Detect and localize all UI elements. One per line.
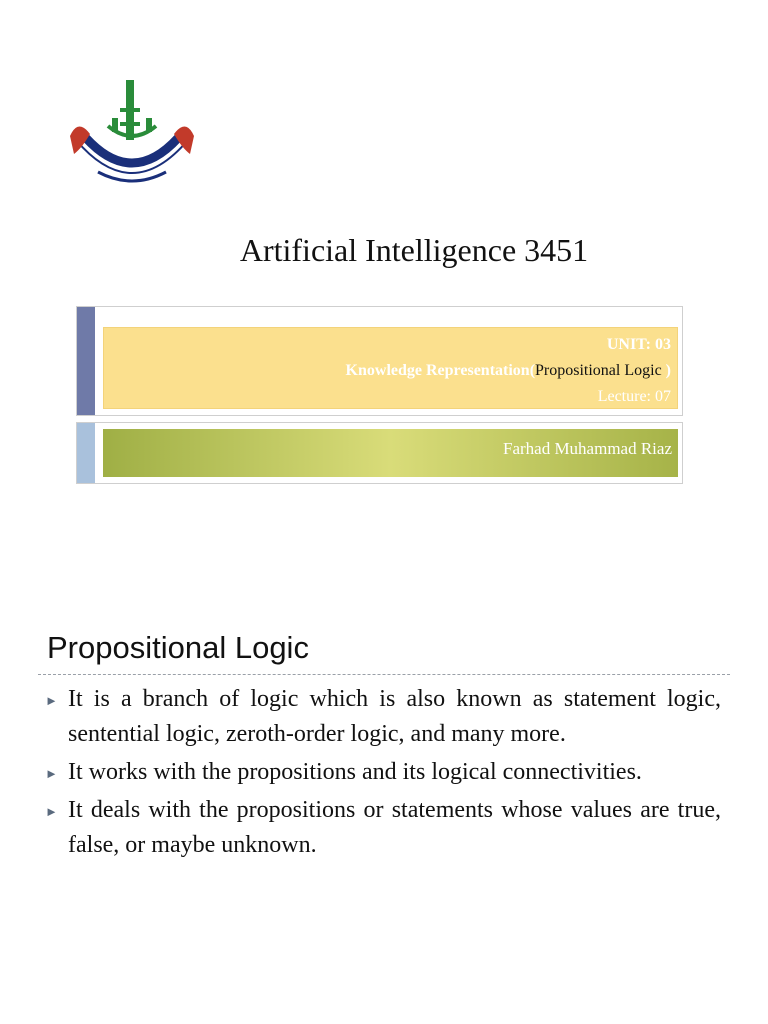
- content-slide: [0, 592, 768, 1024]
- bullet-list: [45, 682, 721, 866]
- bullet-text: It is a branch of logic which is also known as statement logic, sentential logic, zeroth-order logic, and many more.: [68, 686, 721, 747]
- slide-title: Propositional Logic: [47, 630, 309, 665]
- unit-box-accent-bar: [77, 307, 95, 415]
- title-divider: [38, 674, 730, 675]
- author-box-accent-bar: [77, 423, 95, 483]
- unit-box: [76, 306, 683, 416]
- unit-number: UNIT: 03: [606, 336, 671, 353]
- triangle-right-icon: ►: [45, 804, 58, 819]
- unit-topic-prefix: Knowledge Representation(: [345, 362, 536, 379]
- unit-topic: [104, 358, 671, 384]
- author-box: [76, 422, 683, 484]
- triangle-right-icon: ►: [45, 693, 58, 708]
- list-item: [45, 682, 721, 752]
- unit-topic-suffix: ): [661, 362, 671, 379]
- triangle-right-icon: ►: [45, 766, 58, 781]
- list-item: [45, 755, 721, 790]
- author-name: Farhad Muhammad Riaz: [103, 429, 678, 477]
- bullet-text: It deals with the propositions or statements whose values are true, false, or maybe unknown.: [68, 797, 721, 858]
- course-title: Artificial Intelligence 3451: [239, 232, 589, 268]
- university-logo-icon: [68, 78, 196, 198]
- bullet-text: It works with the propositions and its logical connectivities.: [68, 759, 642, 785]
- lecture-number: Lecture: 07: [597, 388, 671, 405]
- list-item: [45, 793, 721, 863]
- unit-topic-highlight: Propositional Logic: [535, 362, 662, 379]
- unit-panel: [103, 327, 678, 409]
